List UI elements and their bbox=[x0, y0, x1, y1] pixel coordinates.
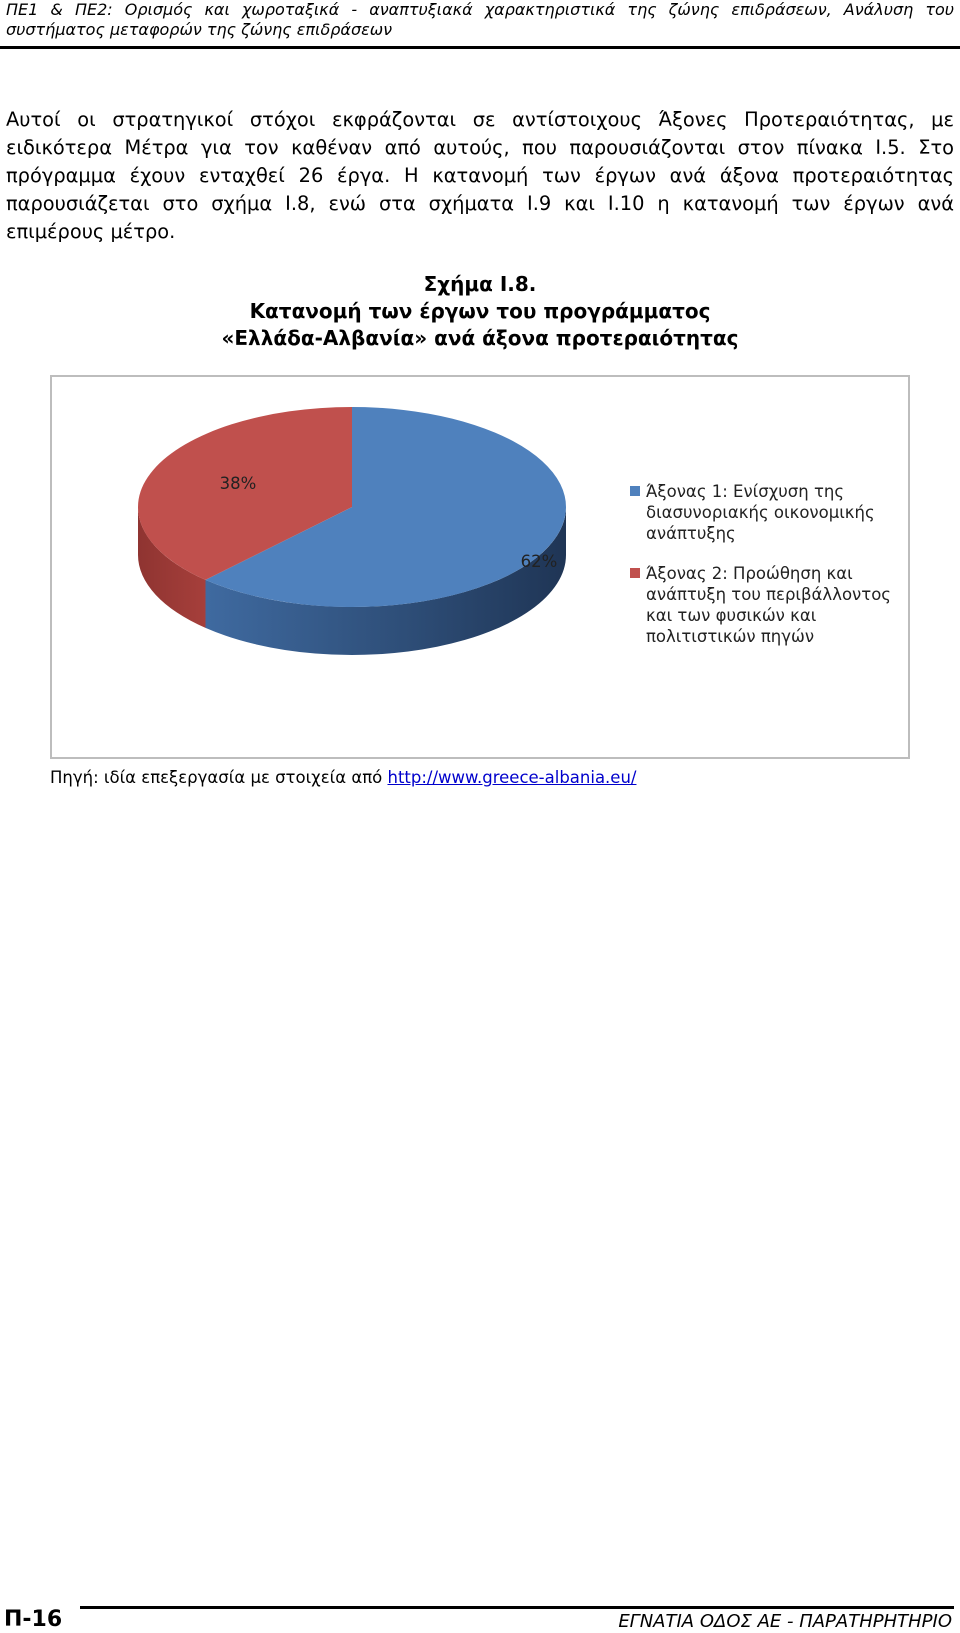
legend-text-1-2: διασυνοριακής οικονομικής bbox=[646, 503, 875, 522]
source-prefix: Πηγή: ιδία επεξεργασία με στοιχεία από bbox=[50, 768, 388, 787]
body-paragraph: Αυτοί οι στρατηγικοί στόχοι εκφράζονται σε αντίστοιχους Άξονες Προτεραιότητας, με ειδικότερα Μέτρα για τον καθέναν από αυτούς, που παρουσιάζονται στον πίνακα Ι.5. Στο πρόγραμμα έχουν ενταχθεί 26 έργα. Η κατανομή των έργων ανά άξονα προτεραιότητας παρουσιάζεται στο σχήμα Ι.8, ενώ στα σχήματα Ι.9 και Ι.10 η κατανομή των έργων ανά επιμέρους μέτρο. bbox=[6, 108, 954, 243]
source-link[interactable]: http://www.greece-albania.eu/ bbox=[387, 768, 637, 787]
pie-label-1: 62% bbox=[520, 552, 558, 571]
legend-text-2-2: ανάπτυξη του περιβάλλοντος bbox=[646, 585, 891, 604]
footer-rule bbox=[80, 1606, 954, 1609]
chart-legend bbox=[630, 481, 910, 647]
legend-swatch-1 bbox=[630, 486, 640, 496]
pie-chart-frame bbox=[50, 375, 910, 759]
pie-label-2: 38% bbox=[219, 474, 257, 493]
figure-source bbox=[50, 768, 636, 788]
figure-title-line-1: Κατανομή των έργων του προγράμματος bbox=[249, 299, 711, 323]
legend-item-2 bbox=[630, 563, 910, 647]
legend-swatch-2 bbox=[630, 568, 640, 578]
legend-text-1-3: ανάπτυξης bbox=[646, 524, 736, 543]
header-rule bbox=[0, 46, 960, 49]
figure-number: Σχήμα Ι.8. bbox=[423, 272, 537, 296]
page-number: Π-16 bbox=[4, 1607, 63, 1632]
figure-title-line-2: «Ελλάδα-Αλβανία» ανά άξονα προτεραιότητας bbox=[221, 326, 739, 350]
legend-text-1-1: Άξονας 1: Ενίσχυση της bbox=[646, 482, 845, 501]
legend-item-1 bbox=[630, 481, 910, 544]
legend-text-2-4: πολιτιστικών πηγών bbox=[646, 627, 815, 646]
footer-publisher: ΕΓΝΑΤΙΑ ΟΔΟΣ ΑΕ - ΠΑΡΑΤΗΡΗΤΗΡΙΟ bbox=[618, 1611, 952, 1632]
running-header-title: ΠΕ1 & ΠΕ2: Ορισμός και χωροταξικά - αναπτυξιακά χαρακτηριστικά της ζώνης επιδράσεων, Ανάλυση του συστήματος μεταφορών της ζώνης επιδράσεων bbox=[6, 0, 954, 39]
legend-text-2-1: Άξονας 2: Προώθηση και bbox=[646, 564, 853, 583]
legend-text-2-3: και των φυσικών και bbox=[646, 606, 817, 625]
